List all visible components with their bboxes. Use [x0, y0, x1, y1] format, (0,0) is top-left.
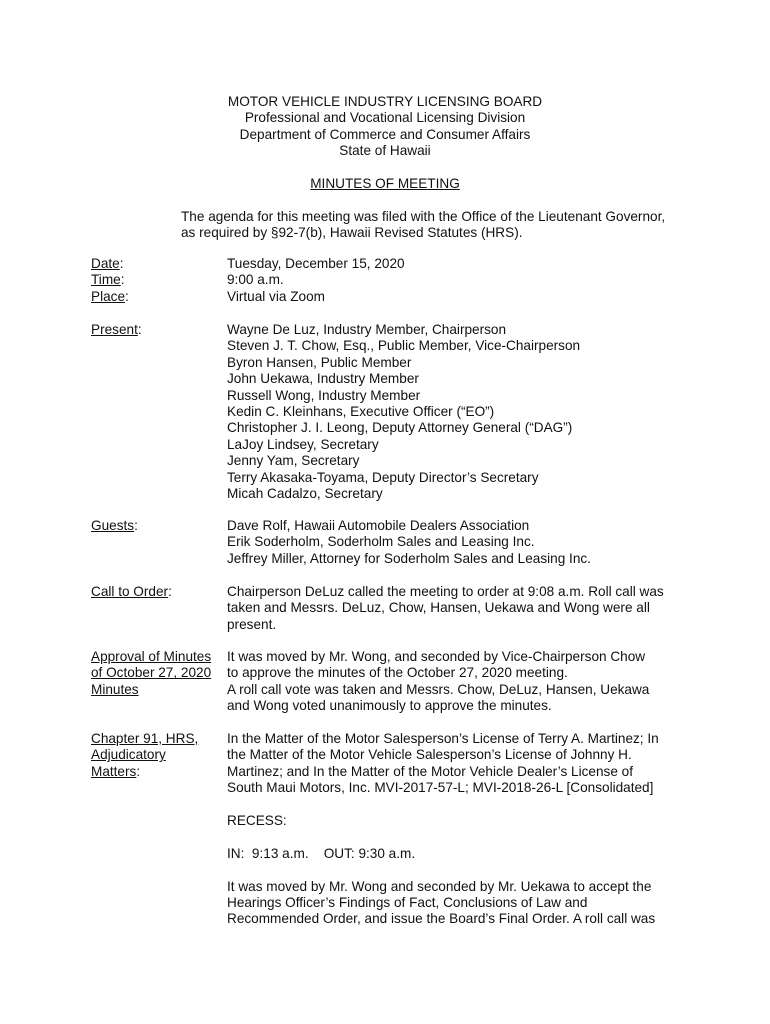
minutes-title: MINUTES OF MEETING [310, 176, 460, 191]
paragraph-line: present. [227, 616, 277, 632]
attendee: John Uekawa, Industry Member [227, 371, 419, 387]
meeting-info-values [227, 256, 687, 305]
board-name: MOTOR VEHICLE INDUSTRY LICENSING BOARD [227, 94, 543, 109]
guest: Erik Soderholm, Soderholm Sales and Leasing Inc. [227, 534, 535, 550]
present-label-wrap [91, 322, 223, 338]
chapter91-label-line: Matters [91, 763, 137, 779]
recess-times: IN: 9:13 a.m. OUT: 9:30 a.m. [227, 845, 416, 861]
paragraph-line: In the Matter of the Motor Salesperson’s License of Terry A. Martinez; In [227, 731, 659, 746]
present-list [227, 322, 687, 502]
attendee: Byron Hansen, Public Member [227, 354, 412, 370]
attendee: Steven J. T. Chow, Esq., Public Member, Vice-Chairperson [227, 338, 581, 354]
division-name: Professional and Vocational Licensing Division [244, 110, 526, 126]
chapter91-label-line: Adjudicatory [91, 747, 166, 763]
chapter91-label-wrap [91, 731, 223, 780]
agenda-notice [181, 209, 701, 242]
guest: Jeffrey Miller, Attorney for Soderholm Sales and Leasing Inc. [227, 550, 591, 566]
paragraph-line: A roll call vote was taken and Messrs. Chow, DeLuz, Hansen, Uekawa [227, 681, 650, 697]
chapter91-text [227, 731, 687, 928]
paragraph-line: It was moved by Mr. Wong and seconded by Mr. Uekawa to accept the [227, 878, 652, 894]
state-name: State of Hawaii [339, 143, 431, 159]
approval-label-wrap [91, 649, 223, 698]
colon: : [168, 584, 172, 599]
paragraph-line: Chairperson DeLuz called the meeting to order at 9:08 a.m. Roll call was [227, 584, 664, 599]
present-label: Present [91, 322, 138, 337]
paragraph-line: Recommended Order, and issue the Board’s Final Order. A roll call was [227, 911, 656, 927]
approval-label-line: Approval of Minutes [91, 649, 212, 664]
attendee: LaJoy Lindsey, Secretary [227, 436, 379, 452]
attendee: Wayne De Luz, Industry Member, Chairperson [227, 322, 507, 337]
call-to-order-label: Call to Order [91, 584, 169, 599]
guest: Dave Rolf, Hawaii Automobile Dealers Association [227, 518, 530, 533]
approval-label-line: of October 27, 2020 [91, 665, 212, 681]
attendee: Terry Akasaka-Toyama, Deputy Director’s Secretary [227, 469, 539, 485]
date-value: Tuesday, December 15, 2020 [227, 256, 405, 271]
guests-label: Guests [91, 518, 135, 533]
call-to-order-text [227, 584, 687, 633]
document-header [0, 94, 770, 160]
paragraph-line: and Wong voted unanimously to approve the minutes. [227, 698, 552, 714]
approval-label-line: Minutes [91, 681, 139, 697]
meeting-info-labels [91, 256, 223, 305]
attendee: Kedin C. Kleinhans, Executive Officer (“EO”) [227, 403, 495, 419]
place-value: Virtual via Zoom [227, 288, 325, 304]
agenda-line: as required by §92-7(b), Hawaii Revised Statutes (HRS). [181, 225, 523, 241]
time-value: 9:00 a.m. [227, 272, 284, 288]
colon: : [125, 288, 129, 304]
guests-label-wrap [91, 518, 223, 534]
colon: : [119, 256, 124, 271]
attendee: Jenny Yam, Secretary [227, 453, 360, 469]
paragraph-line: to approve the minutes of the October 27, 2020 meeting. [227, 665, 568, 681]
paragraph-line: South Maui Motors, Inc. MVI-2017-57-L; MVI-2018-26-L [Consolidated] [227, 780, 654, 796]
chapter91-label-line: Chapter 91, HRS, [91, 731, 199, 746]
paragraph-line: taken and Messrs. DeLuz, Chow, Hansen, Uekawa and Wong were all [227, 600, 650, 616]
time-label: Time [91, 272, 121, 288]
paragraph-line: It was moved by Mr. Wong, and seconded by Vice-Chairperson Chow [227, 649, 646, 664]
attendee: Russell Wong, Industry Member [227, 387, 421, 403]
attendee: Christopher J. I. Leong, Deputy Attorney General (“DAG”) [227, 420, 573, 436]
department-name: Department of Commerce and Consumer Affairs [239, 126, 531, 142]
approval-text [227, 649, 687, 715]
paragraph-line: Martinez; and In the Matter of the Motor Vehicle Dealer’s License of [227, 763, 634, 779]
attendee: Micah Cadalzo, Secretary [227, 485, 383, 501]
colon: : [137, 322, 142, 337]
colon: : [134, 518, 138, 533]
agenda-line: The agenda for this meeting was filed with the Office of the Lieutenant Governor, [181, 209, 666, 224]
paragraph-line: Hearings Officer’s Findings of Fact, Conclusions of Law and [227, 894, 588, 910]
guests-list [227, 518, 687, 567]
colon: : [136, 763, 141, 779]
colon: : [120, 272, 125, 288]
place-label: Place [91, 288, 126, 304]
paragraph-line: the Matter of the Motor Vehicle Salesperson’s License of Johnny H. [227, 747, 632, 763]
recess-label: RECESS: [227, 812, 287, 828]
call-to-order-label-wrap [91, 584, 223, 600]
date-label: Date [91, 256, 120, 271]
